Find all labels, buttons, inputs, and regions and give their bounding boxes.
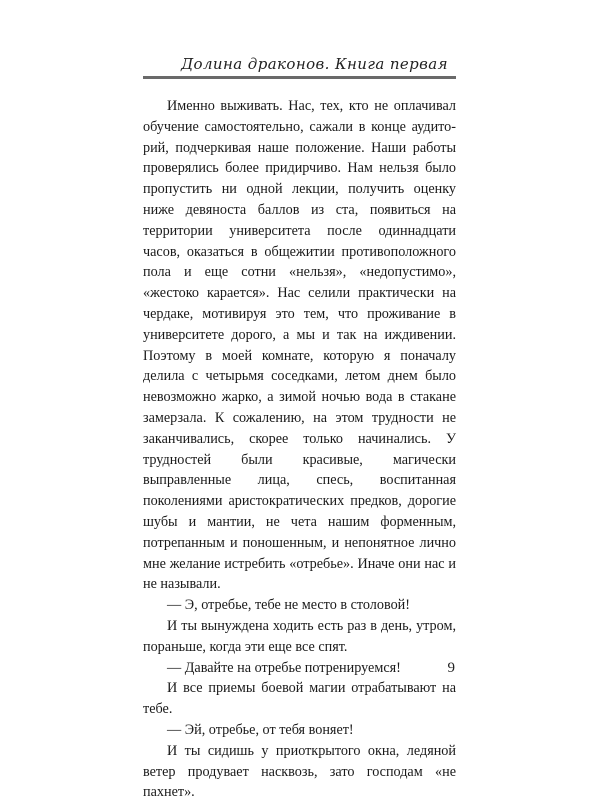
body-text [143,96,456,803]
page-number: 9 [447,660,455,676]
running-head: Долина драконов. Книга первая [180,55,448,73]
dialogue-line: — Эй, отребье, от тебя воняет! [167,721,354,738]
dialogue-line: — Давайте на отребье потренируемся! [167,659,401,676]
paragraph: И ты сидишь у приоткрытого окна, ледяной ветер продувает насквозь, зато господам «не пахнет». [143,742,456,801]
paragraph: И ты вынуждена ходить есть раз в день, утром, пораньше, когда эти еще все спят. [143,617,456,655]
header-rule [143,76,456,79]
dialogue-line: — Э, отребье, тебе не место в столовой! [167,597,410,614]
paragraph: И все приемы боевой магии отрабатывают на тебе. [143,680,456,718]
paragraph: Именно выживать. Нас, тех, кто не оплачивал обучение самостоятельно, сажали в конце аудиторий, подчеркивая наше положение. Наши работы проверялись более придирчиво. Нам нельзя было пропустить ни одной лекции, получить оценку ниже девяноста баллов из ста, появиться на территории университета после одиннадцати часов, оказаться в общежитии противоположного пола и еще сотни «нельзя», «недопустимо», «жестоко карается». Нас селили практически на чердаке, мотивируя это тем, что проживание в университете дорого, а мы и так на иждивении. Поэтому в моей комнате, которую я поначалу делила с четырьмя соседками, летом днем было невозможно жарко, а зимой ночью вода в стакане замерзала. К сожалению, на этом трудности не заканчивались, скорее только начинались. У трудностей были красивые, магически выправленные лица, спесь, воспитанная поколениями аристократических предков, дорогие шубы и мантии, не чета нашим форменным, потрепанным и поношенным, и непонятное лично мне желание истребить «отребье». Иначе они нас и не называли. [143,98,456,593]
